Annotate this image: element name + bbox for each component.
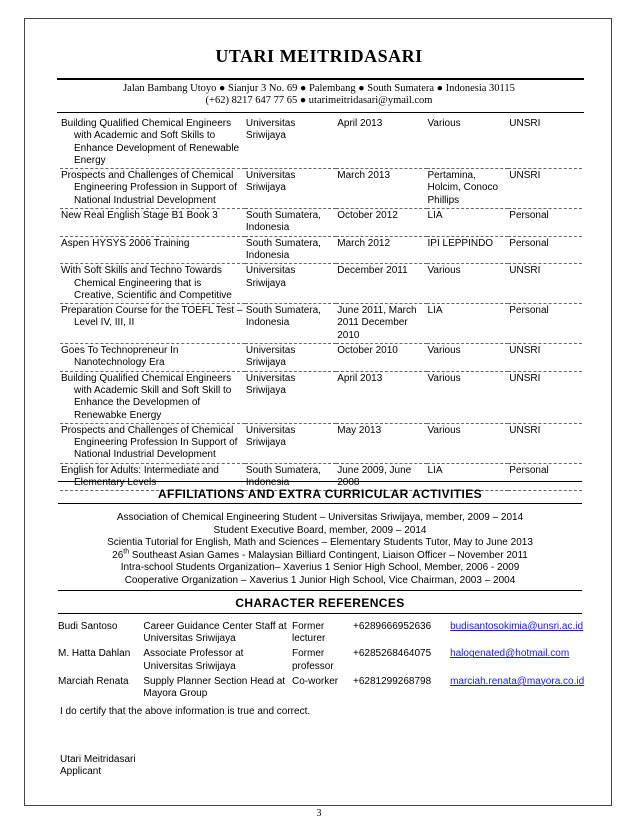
- training-place-text: Universitas Sriwijaya: [245, 345, 296, 369]
- training-date-text: June 2009, June 2008: [337, 464, 412, 489]
- training-date: [336, 169, 426, 209]
- affiliation-item: Cooperative Organization – Xaverius 1 Junior High School, Vice Chairman, 2003 – 2004: [124, 574, 516, 586]
- training-title-text: With Soft Skills and Techno Towards Chemical Engineering that is Creative, Scientific and Competitive: [61, 265, 232, 301]
- training-title-text: Prospects and Challenges of Chemical Engineering Profession in Support of National Industrial Development: [61, 170, 237, 206]
- reference-phone: [353, 648, 450, 675]
- reference-position: [143, 621, 292, 648]
- training-title: [60, 117, 245, 169]
- affiliation-ordinal: 26: [112, 549, 124, 561]
- training-row: [60, 264, 582, 304]
- training-title: [60, 169, 245, 209]
- training-date: [336, 371, 426, 423]
- training-row: [60, 236, 582, 264]
- applicant-name: UTARI MEITRIDASARI: [215, 46, 423, 66]
- training-organizer-text: Various: [427, 118, 461, 129]
- affiliations-list: [58, 512, 582, 587]
- reference-phone: [353, 621, 450, 648]
- training-place-text: South Sumatera, Indonesia: [245, 237, 321, 261]
- training-sponsor-text: UNSRI: [509, 170, 541, 182]
- training-title: [60, 344, 245, 372]
- training-title-text: Goes To Technopreneur In Nanotechnology Era: [61, 345, 179, 369]
- reference-phone: [353, 676, 450, 703]
- signature-block: [60, 754, 136, 778]
- phone-email-line: (+62) 8217 647 77 65 ● utarimeitridasari@ymail.com: [205, 95, 433, 106]
- training-title: [60, 209, 245, 237]
- training-date: [336, 304, 426, 344]
- training-title: [60, 304, 245, 344]
- training-organizer: [427, 117, 509, 169]
- affiliation-item: Intra-school Students Organization– Xaverius 1 Senior High School, Member, 2006 - 2009: [120, 562, 520, 573]
- affiliations-heading: AFFILIATIONS AND EXTRA CURRICULAR ACTIVITIES: [157, 487, 483, 501]
- training-organizer: [427, 304, 509, 344]
- training-title: [60, 264, 245, 304]
- affiliations-divider: [58, 481, 582, 482]
- training-organizer: [427, 236, 509, 264]
- training-date: [336, 344, 426, 372]
- affiliation-item: Scientia Tutorial for English, Math and Sciences – Elementary Students Tutor, May to June 2013: [107, 537, 533, 548]
- training-sponsor: [508, 264, 582, 304]
- signer-role: Applicant: [60, 766, 102, 777]
- training-title-text: New Real English Stage B1 Book 3: [61, 210, 218, 222]
- references-heading: CHARACTER REFERENCES: [235, 596, 405, 610]
- reference-name-text: Budi Santoso: [58, 621, 118, 632]
- affiliation-item: Student Executive Board, member, 2009 – 2014: [213, 524, 427, 536]
- training-place: [245, 304, 336, 344]
- training-row: [60, 209, 582, 237]
- training-place: [245, 209, 336, 237]
- reference-row: [58, 676, 588, 703]
- training-title-text: Preparation Course for the TOEFL Test – Level IV, III, II: [61, 305, 243, 329]
- training-table: [60, 117, 582, 491]
- training-date: [336, 209, 426, 237]
- certification-statement: I do certify that the above information is true and correct.: [60, 706, 311, 717]
- training-row: [60, 169, 582, 209]
- affiliation-item: Association of Chemical Engineering Student – Universitas Sriwijaya, member, 2009 – 2014: [116, 512, 524, 523]
- reference-position-text: Career Guidance Center Staff at Universitas Sriwijaya: [143, 621, 287, 645]
- reference-email-link[interactable]: budisantosokimia@unsri.ac.id: [450, 621, 584, 632]
- training-date: [336, 117, 426, 169]
- reference-phone-text: +6285268464075: [353, 648, 432, 660]
- training-row: [60, 371, 582, 423]
- training-place-text: Universitas Sriwijaya: [245, 265, 296, 289]
- training-sponsor: [508, 236, 582, 264]
- training-sponsor-text: UNSRI: [509, 424, 541, 436]
- reference-relation-text: Former professor: [291, 648, 334, 672]
- reference-email[interactable]: [450, 676, 588, 703]
- training-organizer-text: LIA: [427, 464, 443, 476]
- header-divider: [57, 78, 584, 80]
- training-sponsor: [508, 117, 582, 169]
- training-sponsor-text: Personal: [509, 305, 549, 317]
- training-sponsor-text: UNSRI: [509, 372, 541, 384]
- training-sponsor-text: UNSRI: [509, 265, 541, 277]
- training-sponsor-text: Personal: [509, 210, 549, 222]
- training-organizer-text: IPI LEPPINDO: [427, 237, 494, 249]
- training-organizer: [427, 264, 509, 304]
- training-date-text: October 2012: [337, 210, 398, 222]
- training-place: [245, 371, 336, 423]
- training-organizer-text: Various: [427, 345, 461, 357]
- training-row: [60, 423, 582, 463]
- reference-email[interactable]: [450, 621, 588, 648]
- training-sponsor-text: UNSRI: [509, 118, 541, 129]
- reference-position: [143, 676, 292, 703]
- training-place: [245, 344, 336, 372]
- reference-name: [58, 621, 143, 648]
- reference-position-text: Associate Professor at Universitas Sriwijaya: [143, 648, 244, 672]
- reference-name: [58, 676, 143, 703]
- page-number: 3: [316, 808, 322, 819]
- training-date: [336, 423, 426, 463]
- training-date-text: December 2011: [337, 265, 408, 277]
- signer-name: Utari Meitridasari: [60, 754, 136, 765]
- reference-relation: [292, 621, 353, 648]
- training-sponsor-text: Personal: [509, 464, 549, 476]
- training-organizer-text: Various: [427, 265, 461, 277]
- training-title: [60, 236, 245, 264]
- training-sponsor-text: UNSRI: [509, 345, 541, 357]
- training-place-text: Universitas Sriwijaya: [245, 170, 296, 194]
- affiliation-item-text: Southeast Asian Games - Malaysian Billiard Contingent, Liaison Officer – November 2011: [131, 549, 528, 561]
- training-date-text: May 2013: [337, 424, 382, 436]
- training-date-text: June 2011, March 2011 December 2010: [337, 305, 417, 341]
- training-place: [245, 117, 336, 169]
- training-sponsor-text: Personal: [509, 237, 549, 249]
- training-organizer: [427, 344, 509, 372]
- reference-relation-text: Co-worker: [291, 675, 339, 687]
- training-date-text: October 2010: [337, 345, 398, 357]
- references-divider: [58, 590, 582, 591]
- training-place: [245, 236, 336, 264]
- training-sponsor: [508, 169, 582, 209]
- reference-relation-text: Former lecturer: [291, 621, 326, 645]
- reference-row: [58, 648, 588, 675]
- affiliation-ordinal-suffix: th: [123, 548, 130, 556]
- training-sponsor: [508, 304, 582, 344]
- training-date-text: March 2013: [337, 170, 391, 182]
- training-date-text: April 2013: [337, 118, 383, 129]
- training-title: [60, 371, 245, 423]
- training-place-text: Universitas Sriwijaya: [245, 118, 296, 142]
- contact-divider: [57, 112, 584, 113]
- reference-phone-text: +6289666952636: [353, 621, 432, 632]
- training-row: [60, 304, 582, 344]
- training-sponsor: [508, 423, 582, 463]
- training-place-text: South Sumatera, Indonesia: [245, 210, 321, 234]
- reference-name-text: M. Hatta Dahlan: [58, 648, 131, 660]
- reference-name: [58, 648, 143, 675]
- reference-row: [58, 621, 588, 648]
- training-place-text: Universitas Sriwijaya: [245, 424, 296, 449]
- reference-email-link[interactable]: halogenated@hotmail.com: [450, 648, 570, 660]
- training-date-text: March 2012: [337, 237, 391, 249]
- training-place: [245, 169, 336, 209]
- training-date: [336, 236, 426, 264]
- training-organizer-text: Pertamina, Holcim, Conoco Phillips: [427, 170, 499, 206]
- training-organizer: [427, 169, 509, 209]
- training-row: [60, 344, 582, 372]
- training-organizer-text: Various: [427, 424, 461, 436]
- reference-relation: [292, 676, 353, 703]
- training-date-text: April 2013: [337, 372, 383, 384]
- address-line: Jalan Bambang Utoyo ● Sianjur 3 No. 69 ● Palembang ● South Sumatera ● Indonesia 30115: [123, 83, 515, 94]
- training-date: [336, 264, 426, 304]
- training-place: [245, 264, 336, 304]
- affiliations-underline: [58, 503, 582, 504]
- training-place-text: South Sumatera, Indonesia: [245, 464, 321, 489]
- reference-relation: [292, 648, 353, 675]
- training-title-text: English for Adults: Intermediate and Elementary Levels: [61, 464, 219, 489]
- reference-position: [143, 648, 292, 675]
- training-title-text: Building Qualified Chemical Engineers with Academic and Soft Skills to Enhance Development of Renewable Energy: [61, 118, 240, 166]
- references-table: [58, 621, 588, 703]
- training-row: [60, 117, 582, 169]
- training-sponsor: [508, 209, 582, 237]
- training-organizer-text: Various: [427, 372, 461, 384]
- training-organizer: [427, 423, 509, 463]
- reference-phone-text: +6281299268798: [353, 675, 432, 687]
- training-sponsor: [508, 344, 582, 372]
- training-title-text: Prospects and Challenges of Chemical Engineering Profession In Support of National Industrial Development: [61, 424, 238, 461]
- references-underline: [58, 613, 582, 614]
- training-organizer: [427, 209, 509, 237]
- affiliation-item: [58, 550, 582, 563]
- training-title: [60, 423, 245, 463]
- training-title-text: Building Qualified Chemical Engineers with Academic Skill and Soft Skill to Enhance the Developmen of Renewabke Energy: [61, 372, 232, 421]
- reference-email[interactable]: [450, 648, 588, 675]
- training-place-text: Universitas Sriwijaya: [245, 372, 296, 396]
- training-organizer-text: LIA: [427, 305, 443, 317]
- reference-position-text: Supply Planner Section Head at Mayora Group: [143, 675, 286, 700]
- reference-email-link[interactable]: marciah.renata@mayora.co.id: [450, 675, 585, 687]
- training-organizer: [427, 371, 509, 423]
- training-sponsor: [508, 371, 582, 423]
- reference-name-text: Marciah Renata: [58, 675, 129, 687]
- training-title-text: Aspen HYSYS 2006 Training: [61, 237, 190, 249]
- training-place: [245, 423, 336, 463]
- training-place-text: South Sumatera, Indonesia: [245, 305, 321, 329]
- training-organizer-text: LIA: [427, 210, 443, 222]
